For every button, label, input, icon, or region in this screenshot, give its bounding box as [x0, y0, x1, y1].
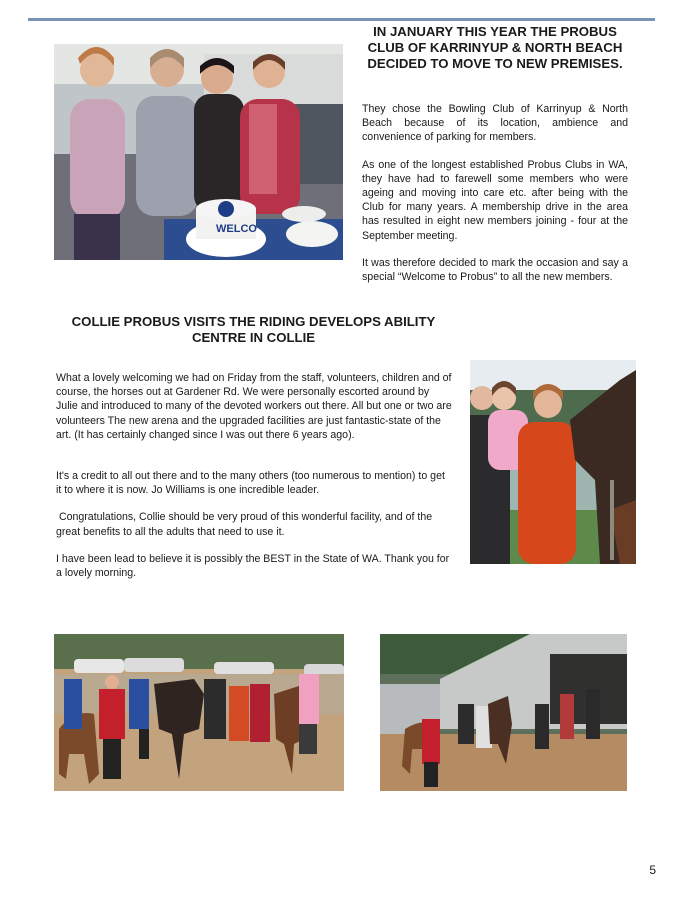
- photo-members-with-cake: [54, 44, 343, 260]
- article1-paragraph: They chose the Bowling Club of Karrinyup & North Beach because of its location, ambience and convenience of parking for members.: [362, 103, 628, 144]
- photo-group-with-horses: [54, 634, 344, 791]
- article2-paragraph: What a lovely welcoming we had on Friday from the staff, volunteers, children and of course, the horses out at Gardener Rd. We were personally escorted around by Julie and introduced to many of the devoted workers out there. All but one or two are volunteers The new arena and the upgraded facilities are just fantastic-state of the art. (It has certainly changed since I was out there 6 years ago).: [56, 372, 452, 441]
- article2-body: [56, 371, 452, 593]
- article2-paragraph: I have been lead to believe it is possibly the BEST in the State of WA. Thank you for a lovely morning.: [56, 552, 450, 580]
- article1-heading: IN JANUARY THIS YEAR THE PROBUS CLUB OF KARRINYUP & NORTH BEACH DECIDED TO MOVE TO NEW PREMISES.: [367, 24, 623, 71]
- photo-family-with-horse: [470, 360, 636, 564]
- article2-paragraph: It's a credit to all out there and to the many others (too numerous to mention) to get it to where it is now. Jo Williams is one incredible leader.: [56, 470, 445, 497]
- photo-riding-arena: [380, 634, 627, 791]
- header-rule: [28, 18, 655, 21]
- page-number: 5: [649, 863, 656, 877]
- article1-body: [362, 102, 628, 297]
- article2-paragraph: Congratulations, Collie should be very proud of this wonderful facility, and of the great benefits to all the adults that need to use it.: [56, 511, 436, 538]
- article1-paragraph: It was therefore decided to mark the occasion and say a special “Welcome to Probus” to all the new members.: [362, 256, 628, 284]
- cake-lettering: WELCO: [216, 223, 257, 235]
- article1-paragraph: As one of the longest established Probus Clubs in WA, they have had to farewell some members who were ageing and moving into care etc. after being with the Club for many years. A membership drive in the area has resulted in eight new members joining - four at the September meeting.: [362, 158, 628, 242]
- article2-heading: COLLIE PROBUS VISITS THE RIDING DEVELOPS ABILITY CENTRE IN COLLIE: [71, 314, 436, 345]
